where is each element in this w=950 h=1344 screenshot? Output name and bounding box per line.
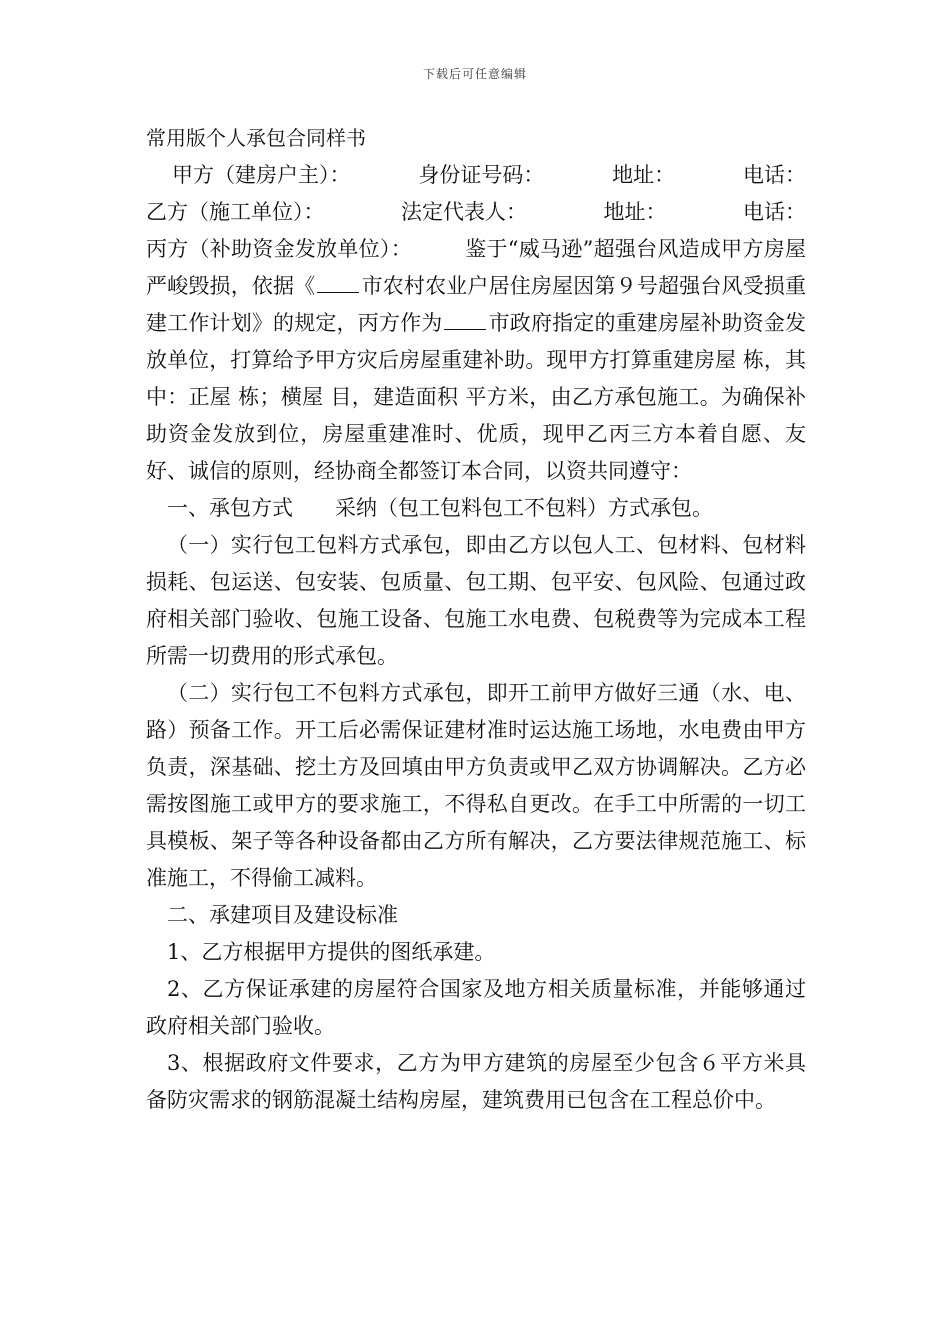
- section-2-item-1: 1、乙方根据甲方提供的图纸承建。: [167, 940, 496, 964]
- party-a-id-label: 身份证号码：: [418, 163, 545, 187]
- city-blank-1: [317, 270, 359, 293]
- party-a-address-label: 地址：: [612, 163, 676, 187]
- section-2-heading: 二、承建项目及建设标准: [167, 903, 398, 927]
- party-b-rep-label: 法定代表人：: [401, 200, 527, 224]
- document-title: 常用版个人承包合同样书: [146, 126, 366, 150]
- intro-text-2: 市农村农业户居住房屋因第９号超强台风受损重建工作计划》的规定，丙方作为: [146, 274, 807, 335]
- party-a-label: 甲方（建房户主）：: [172, 163, 351, 187]
- party-b-address-label: 地址：: [603, 200, 667, 224]
- section-1-heading: 一、承包方式 采纳（包工包料包工不包料）方式承包。: [167, 496, 713, 520]
- city-blank-2: [444, 307, 486, 330]
- party-a-row: [146, 157, 806, 194]
- party-a-phone-label: 电话：: [742, 163, 806, 187]
- party-b-phone-label: 电话：: [743, 200, 806, 224]
- section-2-item-3: 3、根据政府文件要求，乙方为甲方建筑的房屋至少包含６平方米具备防灾需求的钢筋混凝土结构房屋，建筑费用已包含在工程总价中。: [146, 1051, 806, 1112]
- party-b-label: 乙方（施工单位）：: [146, 200, 325, 224]
- section-1-item-2: （二）实行包工不包料方式承包，即开工前甲方做好三通（水、电、路）预备工作。开工后必需保证建材准时运达施工场地，水电费由甲方负责，深基础、挖土方及回填由甲方负责或甲乙双方协调解决。乙方必需按图施工或甲方的要求施工，不得私自更改。在手工中所需的一切工具模板、架子等各种设备都由乙方所有解决，乙方要法律规范施工、标准施工，不得偷工减料。: [146, 681, 806, 890]
- party-b-row: [146, 194, 806, 231]
- intro-text-1: 丙方（补助资金发放单位）： 鉴于“威马逊”超强台风造成甲方房屋严峻毁损，依据《: [146, 237, 806, 298]
- header-note: 下载后可任意编辑: [422, 67, 527, 81]
- intro-text-3: 市政府指定的重建房屋补助资金发放单位，打算给予甲方灾后房屋重建补助。现甲方打算重建房屋 栋，其中：正屋 栋；横屋 目，建造面积 平方米，由乙方承包施工。为确保补助资金发放到位，房屋重建准时、优质，现甲乙丙三方本着自愿、友好、诚信的原则，经协商全都签订本合同，以资共同遵守：: [146, 311, 807, 483]
- section-2-item-2: 2、乙方保证承建的房屋符合国家及地方相关质量标准，并能够通过政府相关部门验收。: [146, 977, 806, 1038]
- section-1-item-1: （一）实行包工包料方式承包，即由乙方以包人工、包材料、包材料损耗、包运送、包安装、包质量、包工期、包平安、包风险、包通过政府相关部门验收、包施工设备、包施工水电费、包税费等为完成本工程所需一切费用的形式承包。: [146, 533, 806, 668]
- intro-paragraph: [146, 231, 806, 490]
- contract-document: [146, 120, 806, 1119]
